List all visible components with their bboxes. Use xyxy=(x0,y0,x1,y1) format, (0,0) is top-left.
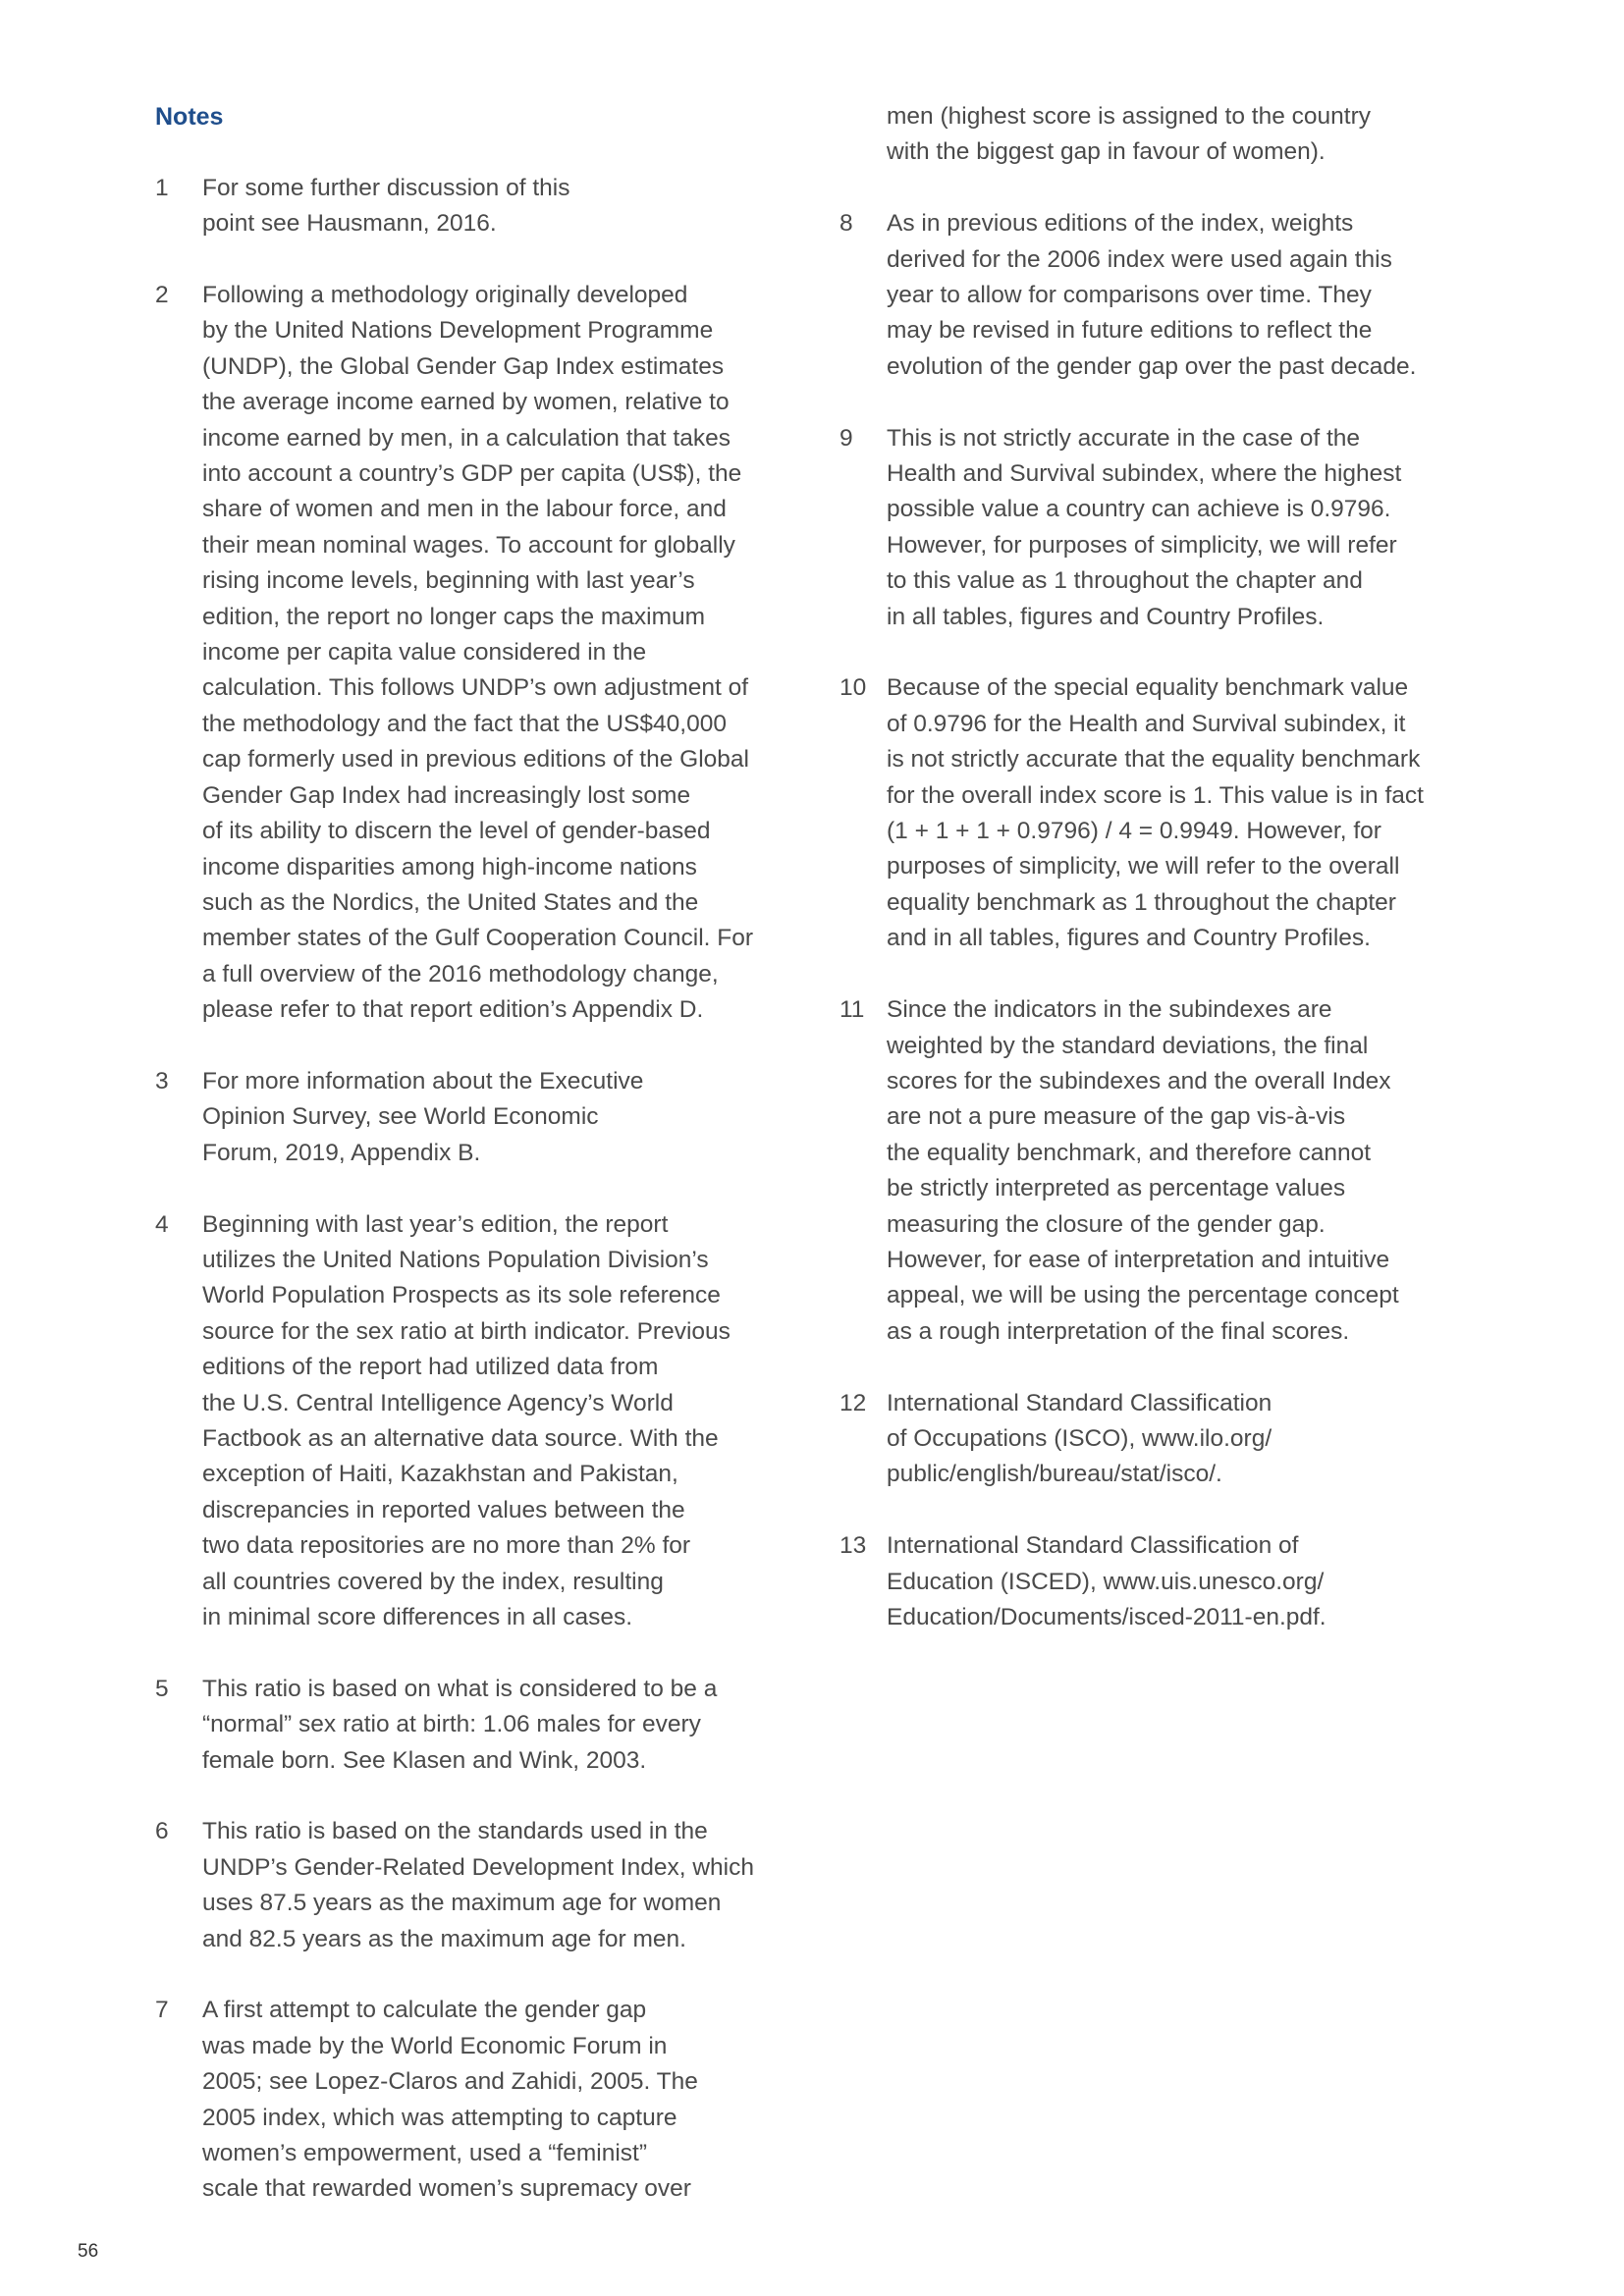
footnote-line: “normal” sex ratio at birth: 1.06 males for every xyxy=(202,1711,701,1738)
note-7-continuation xyxy=(887,99,1478,171)
footnote-10 xyxy=(839,670,1478,956)
right-column xyxy=(839,99,1478,1672)
footnote-line: their mean nominal wages. To account for globally xyxy=(202,531,735,559)
footnote-line: Forum, 2019, Appendix B. xyxy=(202,1139,481,1166)
footnote-4 xyxy=(155,1207,803,1636)
footnote-text xyxy=(887,1528,1478,1635)
footnote-8 xyxy=(839,206,1478,385)
footnote-line: Since the indicators in the subindexes are xyxy=(887,996,1332,1024)
footnote-line: Following a methodology originally developed xyxy=(202,282,688,308)
footnote-line: point see Hausmann, 2016. xyxy=(202,210,497,238)
footnote-line: cap formerly used in previous editions of the Global xyxy=(202,746,749,774)
footnote-line: of Occupations (ISCO), www.ilo.org/ xyxy=(887,1424,1272,1452)
footnote-line: income per capita value considered in the xyxy=(202,639,647,667)
footnote-9 xyxy=(839,421,1478,635)
footnote-text xyxy=(202,1064,803,1171)
footnote-line: For some further discussion of this xyxy=(202,174,570,201)
footnote-line: women’s empowerment, used a “feminist” xyxy=(202,2140,647,2167)
footnote-line: member states of the Gulf Cooperation Council. For xyxy=(202,925,754,952)
footnote-line: in all tables, figures and Country Profiles. xyxy=(887,603,1325,630)
footnote-text xyxy=(887,206,1478,385)
left-column xyxy=(155,99,803,2243)
footnote-line: World Population Prospects as its sole reference xyxy=(202,1282,721,1309)
footnote-line: share of women and men in the labour force, and xyxy=(202,496,727,523)
footnote-line: the average income earned by women, relative to xyxy=(202,389,730,416)
footnote-line: (UNDP), the Global Gender Gap Index estimates xyxy=(202,352,725,380)
footnote-number: 1 xyxy=(155,174,169,201)
footnote-13 xyxy=(839,1528,1478,1635)
footnote-2 xyxy=(155,278,803,1029)
footnote-line: derived for the 2006 index were used again this xyxy=(887,245,1392,273)
footnote-line: the methodology and the fact that the US$40,000 xyxy=(202,710,727,737)
footnote-line: with the biggest gap in favour of women). xyxy=(887,138,1326,166)
footnote-line: scale that rewarded women’s supremacy over xyxy=(202,2175,691,2203)
footnote-number: 5 xyxy=(155,1675,169,1702)
footnote-line: and in all tables, figures and Country Profiles. xyxy=(887,925,1371,952)
footnote-text xyxy=(202,1993,803,2207)
footnote-line: scores for the subindexes and the overall Index xyxy=(887,1067,1391,1095)
footnote-line: income disparities among high-income nations xyxy=(202,853,697,881)
footnote-line: by the United Nations Development Programme xyxy=(202,317,714,345)
footnote-line: However, for purposes of simplicity, we will refer xyxy=(887,531,1397,559)
footnote-line: is not strictly accurate that the equality benchmark xyxy=(887,746,1421,774)
footnote-line: be strictly interpreted as percentage values xyxy=(887,1175,1346,1202)
footnote-line: A first attempt to calculate the gender gap xyxy=(202,1997,647,2024)
footnote-line: men (highest score is assigned to the country xyxy=(887,103,1371,130)
footnote-text xyxy=(202,1814,803,1957)
footnote-line: 2005 index, which was attempting to capture xyxy=(202,2104,677,2131)
footnote-line: utilizes the United Nations Population Division’s xyxy=(202,1246,709,1273)
footnote-11 xyxy=(839,992,1478,1350)
left-notes-list xyxy=(155,171,803,2208)
footnote-line: This ratio is based on what is considered to be a xyxy=(202,1675,718,1702)
footnote-line: please refer to that report edition’s Appendix D. xyxy=(202,996,704,1024)
footnote-line: purposes of simplicity, we will refer to the overall xyxy=(887,853,1400,881)
notes-heading: Notes xyxy=(155,103,224,131)
footnote-line: uses 87.5 years as the maximum age for women xyxy=(202,1890,722,1917)
footnote-line: may be revised in future editions to reflect the xyxy=(887,317,1373,345)
footnote-3 xyxy=(155,1064,803,1171)
footnote-line: Opinion Survey, see World Economic xyxy=(202,1103,599,1131)
footnote-line: of its ability to discern the level of gender-based xyxy=(202,818,711,845)
footnote-line: This ratio is based on the standards used in the xyxy=(202,1818,708,1845)
footnote-number: 6 xyxy=(155,1818,169,1845)
footnote-line: year to allow for comparisons over time. They xyxy=(887,282,1372,309)
footnote-line: public/english/bureau/stat/isco/. xyxy=(887,1461,1222,1488)
footnote-line: such as the Nordics, the United States and the xyxy=(202,888,699,916)
footnote-line: This is not strictly accurate in the case of the xyxy=(887,424,1361,452)
footnote-line: Because of the special equality benchmark value xyxy=(887,674,1409,702)
footnote-number: 2 xyxy=(155,282,169,308)
right-notes-list xyxy=(839,206,1478,1635)
footnote-line: calculation. This follows UNDP’s own adjustment of xyxy=(202,674,749,702)
footnote-line: source for the sex ratio at birth indicator. Previous xyxy=(202,1317,731,1345)
footnote-text xyxy=(887,992,1478,1350)
footnote-line: As in previous editions of the index, weights xyxy=(887,210,1354,238)
footnote-line: was made by the World Economic Forum in xyxy=(202,2032,668,2059)
footnote-line: female born. See Klasen and Wink, 2003. xyxy=(202,1746,647,1774)
footnote-text xyxy=(202,278,803,1029)
footnote-text xyxy=(887,1386,1478,1493)
footnote-text xyxy=(887,421,1478,635)
footnote-line: to this value as 1 throughout the chapter and xyxy=(887,567,1363,595)
footnote-line: However, for ease of interpretation and intuitive xyxy=(887,1246,1390,1273)
footnote-line: exception of Haiti, Kazakhstan and Pakistan, xyxy=(202,1461,678,1488)
footnote-line: Factbook as an alternative data source. With the xyxy=(202,1424,719,1452)
footnote-line: Education/Documents/isced-2011-en.pdf. xyxy=(887,1603,1326,1630)
footnote-line: weighted by the standard deviations, the final xyxy=(887,1032,1369,1059)
footnote-number: 7 xyxy=(155,1997,169,2024)
footnote-line: discrepancies in reported values between the xyxy=(202,1496,685,1523)
footnote-line: a full overview of the 2016 methodology change, xyxy=(202,960,719,988)
footnote-line: as a rough interpretation of the final scores. xyxy=(887,1317,1350,1345)
footnote-line: Education (ISCED), www.uis.unesco.org/ xyxy=(887,1568,1325,1595)
footnote-line: International Standard Classification xyxy=(887,1389,1272,1416)
footnote-line: measuring the closure of the gender gap. xyxy=(887,1210,1326,1238)
footnote-line: and 82.5 years as the maximum age for men. xyxy=(202,1925,686,1952)
footnote-number: 10 xyxy=(839,674,867,702)
footnote-6 xyxy=(155,1814,803,1957)
footnote-line: 2005; see Lopez-Claros and Zahidi, 2005. The xyxy=(202,2068,698,2096)
footnote-1 xyxy=(155,171,803,242)
footnote-line: (1 + 1 + 1 + 0.9796) / 4 = 0.9949. However, for xyxy=(887,818,1381,845)
footnote-line: UNDP’s Gender-Related Development Index, which xyxy=(202,1853,754,1881)
footnote-line: all countries covered by the index, resulting xyxy=(202,1568,664,1595)
footnote-line: editions of the report had utilized data from xyxy=(202,1354,659,1381)
footnote-line: the U.S. Central Intelligence Agency’s World xyxy=(202,1389,674,1416)
footnote-line: for the overall index score is 1. This value is in fact xyxy=(887,781,1424,809)
footnote-line: Health and Survival subindex, where the highest xyxy=(887,460,1402,488)
footnote-line: the equality benchmark, and therefore cannot xyxy=(887,1139,1372,1166)
footnote-5 xyxy=(155,1672,803,1779)
footnote-number: 11 xyxy=(839,996,865,1024)
footnote-line: edition, the report no longer caps the maximum xyxy=(202,603,706,630)
footnote-line: appeal, we will be using the percentage concept xyxy=(887,1282,1399,1309)
footnote-line: Gender Gap Index had increasingly lost some xyxy=(202,781,691,809)
footnote-text xyxy=(887,670,1478,956)
footnote-line: two data repositories are no more than 2% for xyxy=(202,1532,691,1560)
footnote-line: rising income levels, beginning with last year’s xyxy=(202,567,695,595)
footnote-number: 9 xyxy=(839,424,853,452)
footnote-number: 3 xyxy=(155,1067,169,1095)
footnote-text xyxy=(202,1207,803,1636)
footnote-line: possible value a country can achieve is 0.9796. xyxy=(887,496,1391,523)
footnote-text xyxy=(202,1672,803,1779)
footnote-line: evolution of the gender gap over the past decade. xyxy=(887,352,1417,380)
page-number: 56 xyxy=(78,2241,99,2262)
footnote-line: For more information about the Executive xyxy=(202,1067,644,1095)
footnote-text xyxy=(202,171,803,242)
footnote-line: into account a country’s GDP per capita (US$), the xyxy=(202,460,742,488)
footnote-number: 13 xyxy=(839,1532,867,1560)
footnote-number: 8 xyxy=(839,210,853,238)
footnote-line: of 0.9796 for the Health and Survival subindex, it xyxy=(887,710,1406,737)
footnote-line: in minimal score differences in all cases. xyxy=(202,1604,633,1630)
footnote-number: 12 xyxy=(839,1389,867,1416)
footnote-12 xyxy=(839,1386,1478,1493)
footnote-number: 4 xyxy=(155,1210,169,1238)
footnote-line: Beginning with last year’s edition, the report xyxy=(202,1210,669,1238)
footnote-line: income earned by men, in a calculation that takes xyxy=(202,424,731,452)
footnote-line: are not a pure measure of the gap vis-à-vis xyxy=(887,1103,1346,1131)
footnote-line: International Standard Classification of xyxy=(887,1532,1299,1560)
footnote-7 xyxy=(155,1993,803,2207)
footnote-line: equality benchmark as 1 throughout the chapter xyxy=(887,888,1396,916)
